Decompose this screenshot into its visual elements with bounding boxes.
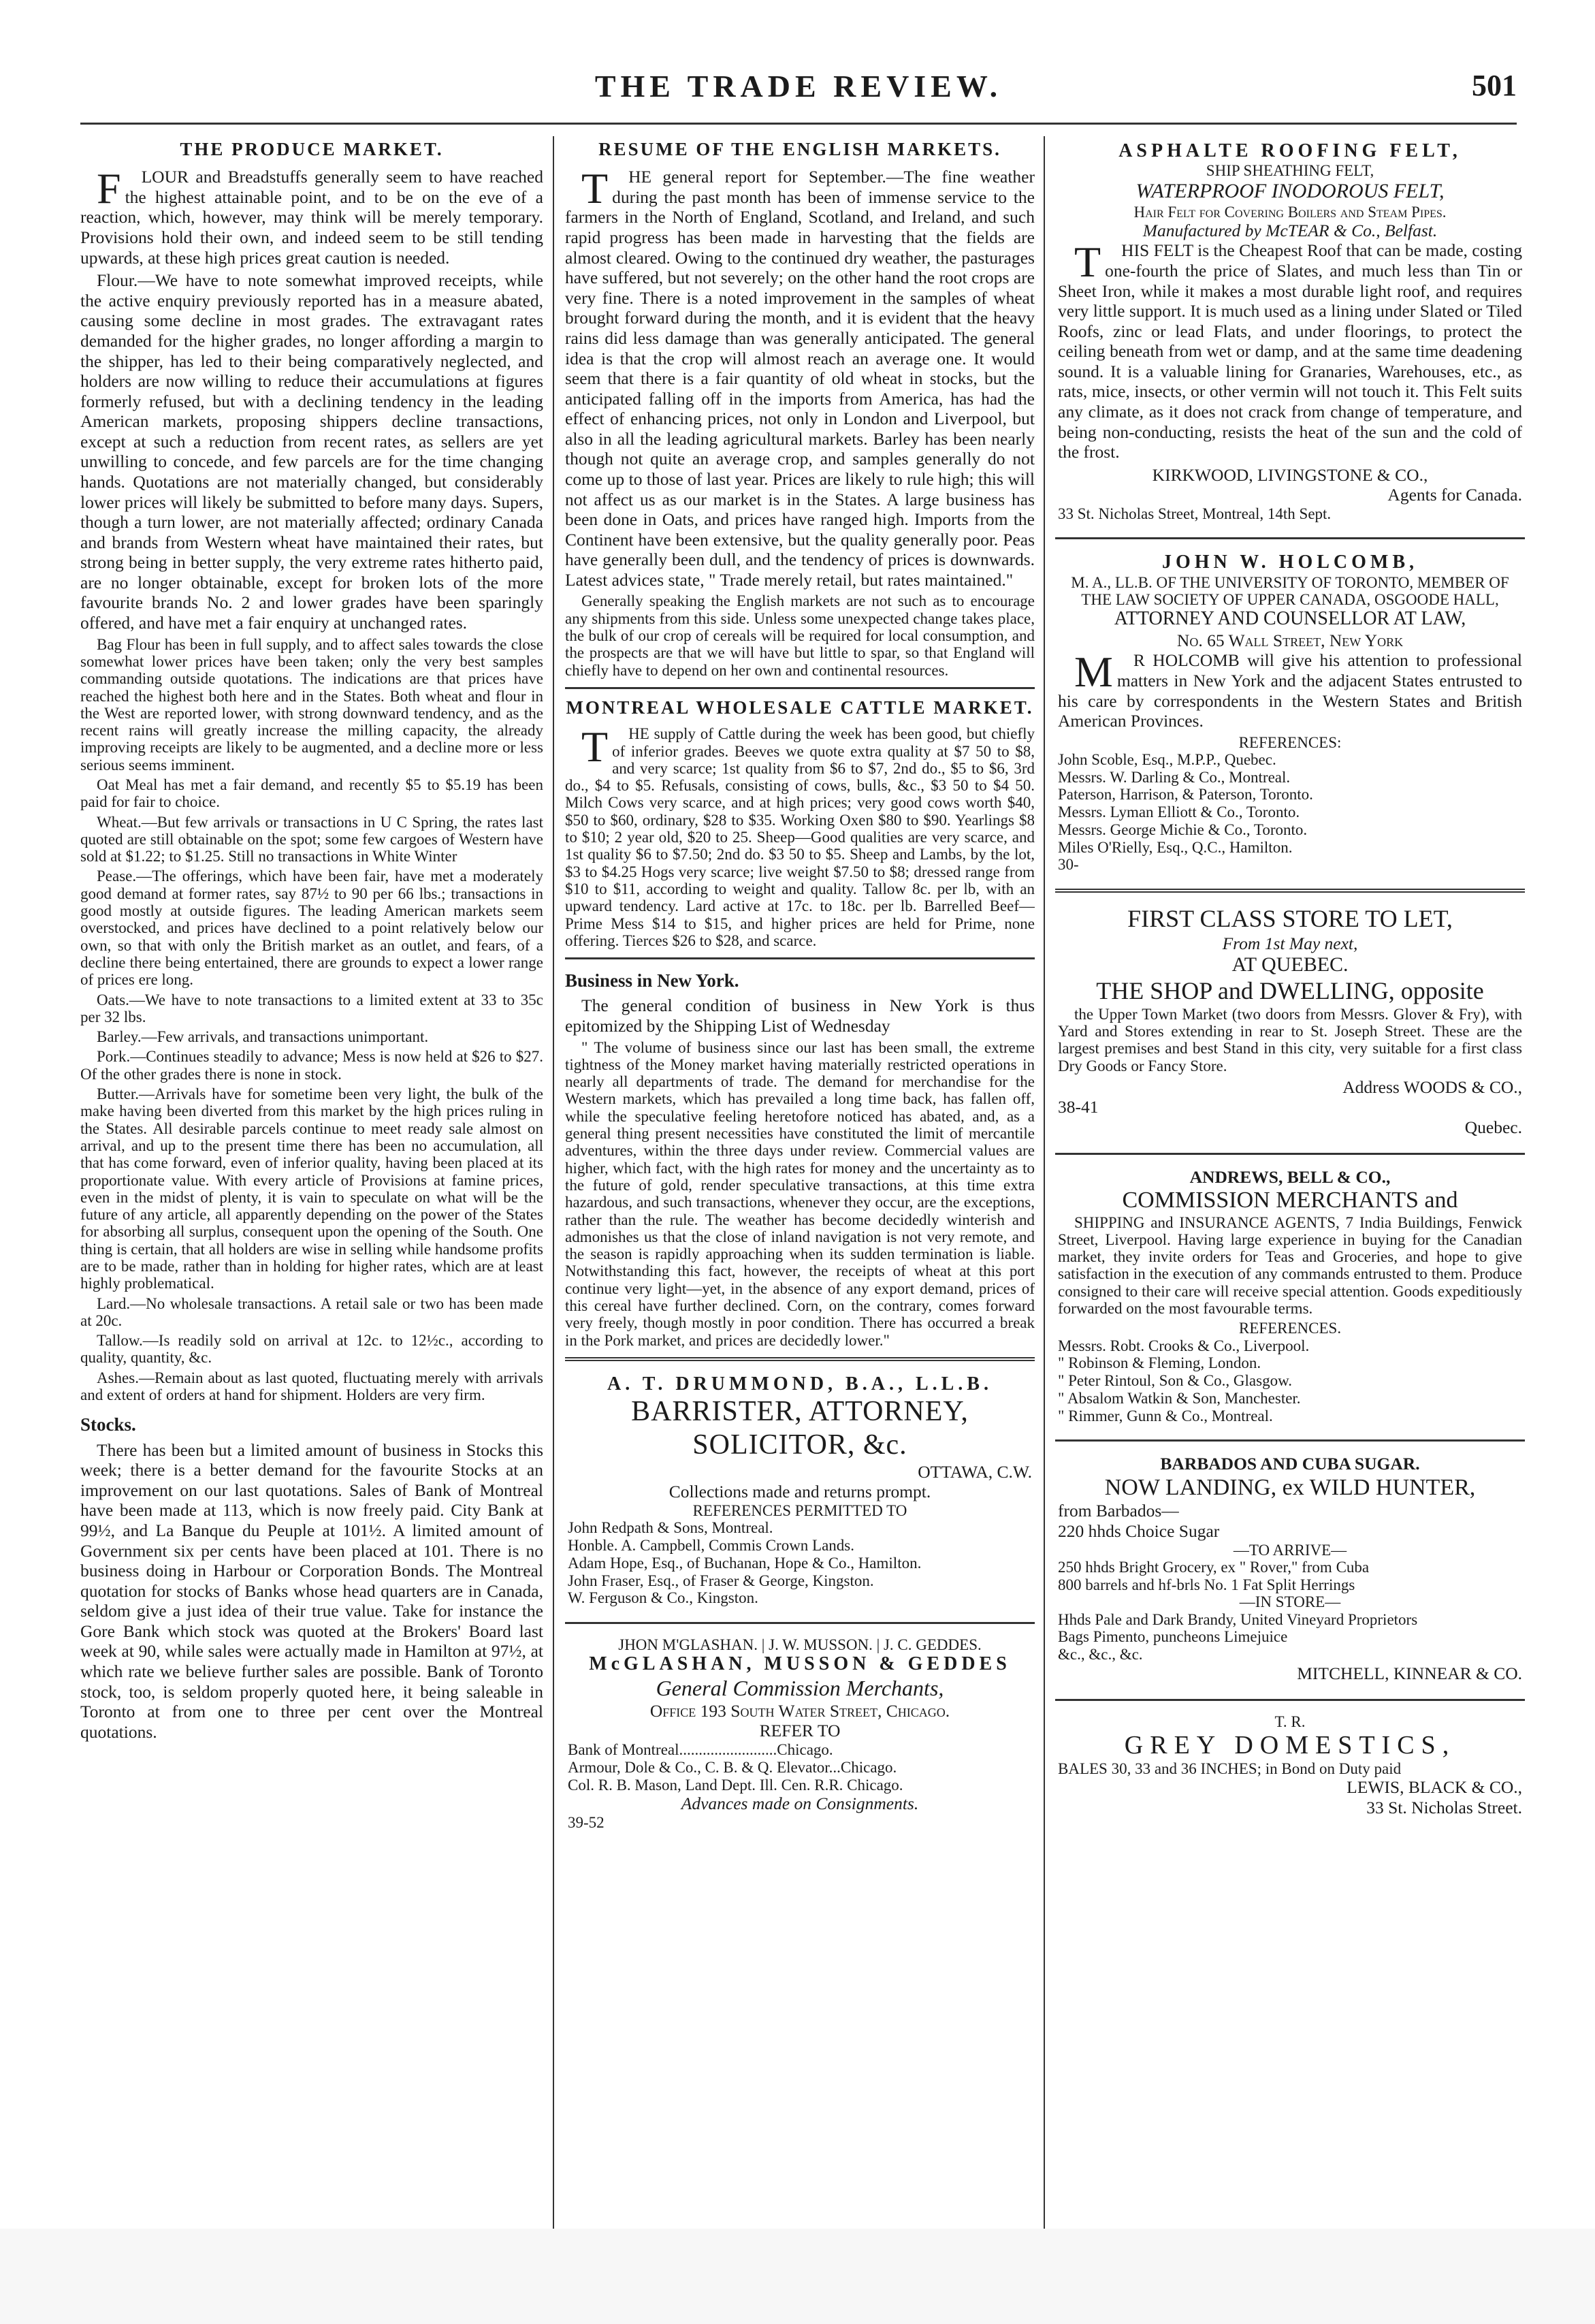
felt-address: 33 St. Nicholas Street, Montreal, 14th Sept. — [1058, 505, 1332, 522]
sugar-from: from Barbados— — [1058, 1501, 1179, 1521]
oat-meal-paragraph: Oat Meal has met a fair demand, and recently $5 to $5.19 has been paid for fair to choice. — [80, 776, 543, 811]
cattle-market-heading: MONTREAL WHOLESALE CATTLE MARKET. — [566, 697, 1034, 718]
felt-sub-waterproof: WATERPROOF INODOROUS FELT, — [1135, 179, 1445, 202]
flour-paragraph: Flour.—We have to note somewhat improved receipts, while the active enquiry previously reported has in a measure abated, causing some decline in most grades. The extravagant rates demanded for the higher grades, no longer affording a margin to the shipper, has led to their being comparatively neglected, and holders are now willing to reduce their accumulations at figures formerly refused, but with a declining tendency in the leading American markets, proposing shippers decline transactions, except at such a reduction from recent rates, as sellers are yet unwilling to concede, and few parcels are for the time changing hands. Quotations are not materially changed, but considerably lower prices will likely be submitted to before many days. Supers, though a turn lower, are not materially affected; ordinary Canada and brands from Western wheat have maintained their rates, but strong being in better supply, the very extreme rates hitherto paid, are no longer obtainable, except for broken lots of the more favourite brands No. 2 and lower grades have been sparingly offered, and have met a fair enquiry at unchanged rates. — [80, 270, 543, 633]
oats-paragraph: Oats.—We have to note transactions to a limited extent at 33 to 35c per 32 lbs. — [80, 991, 543, 1025]
english-markets-paragraph-2: Generally speaking the English markets are not such as to encourage any shipments from this side. Unless some unexpected change takes place, the bulk of our crop of cereals will be required for local consumption, and the prospects are that we will have but little to spar, so that England will chiefly have to depend on her own and continental resources. — [565, 592, 1035, 679]
ad-divider — [1055, 1439, 1525, 1442]
mcglashan-ad — [565, 1632, 1035, 1838]
andrews-bell-references: Messrs. Robt. Crooks & Co., Liverpool. " Robinson & Fleming, London. " Peter Rintoul, Son & Co., Glasgow. " Absalom Watkin & Son, Manchester. " Rimmer, Gunn & Co., Montreal. — [1058, 1337, 1310, 1424]
andrews-bell-references-heading: REFERENCES. — [1238, 1320, 1342, 1337]
mcglashan-references: Bank of Montreal.........................Chicago. Armour, Dole & Co., C. B. & Q. Elevator...Chicago. Col. R. B. Mason, Land Dept. Ill. Cen. R.R. Chicago. — [568, 1741, 903, 1794]
english-markets-heading: RESUME OF THE ENGLISH MARKETS. — [598, 139, 1001, 159]
column-advertisements — [1055, 136, 1525, 2233]
bag-flour-paragraph: Bag Flour has been in full supply, and to affect sales towards the close somewhat lower prices have been taken; only the very best samples commanding outside quotations. The indications are that prices have reached the highest both here and in the States. Both wheat and flour in the West are reported lower, with strong downward tendency, and as the recent rains will greatly increase the milling capacity, the already improving receipts are likely to be augmented, and a decline more or less serious seems imminent. — [80, 635, 543, 774]
drummond-references: John Redpath & Sons, Montreal. Honble. A. Campbell, Commis Crown Lands. Adam Hope, Esq., of Buchanan, Hope & Co., Hamilton. John Fraser, Esq., of Fraser & George, Kingston. W. Ferguson & Co., Kingston. — [568, 1519, 922, 1607]
felt-manufacturer: Manufactured by McTEAR & Co., Belfast. — [1142, 220, 1438, 240]
sugar-store-items: Hhds Pale and Dark Brandy, United Vineyard Proprietors Bags Pimento, puncheons Limejuice &c., &c., &c. — [1058, 1610, 1418, 1664]
column-divider-2 — [1044, 136, 1045, 2233]
stocks-heading: Stocks. — [80, 1414, 136, 1435]
ad-divider — [1055, 1699, 1525, 1701]
ad-divider — [565, 1622, 1035, 1624]
store-ad — [1055, 901, 1525, 1145]
section-divider — [565, 957, 1035, 959]
tallow-paragraph: Tallow.—Is readily sold on arrival at 12c. to 12½c., according to quality, quantity, &c. — [80, 1332, 543, 1367]
sugar-in-store: —IN STORE— — [1239, 1593, 1341, 1611]
mcglashan-refer-heading: REFER TO — [759, 1721, 841, 1741]
produce-market-heading: THE PRODUCE MARKET. — [180, 139, 444, 159]
drummond-collections: Collections made and returns prompt. — [668, 1482, 931, 1502]
lard-paragraph: Lard.—No wholesale transactions. A retail sale or two has been made at 20c. — [80, 1294, 543, 1329]
sugar-heading: BARBADOS AND CUBA SUGAR. — [1160, 1454, 1420, 1474]
sugar-arrive-items: 250 hhds Bright Grocery, ex " Rover," from Cuba 800 barrels and hf-brls No. 1 Fat Split Herrings — [1058, 1558, 1370, 1593]
new-york-intro: The general condition of business in New York is thus epitomized by the Shipping List of Wednesday — [565, 996, 1035, 1036]
holcomb-body: MR HOLCOMB will give his attention to professional matters in New York and the adjacent States entrusted to his care by correspondents in the Western States and British American Provinces. — [1058, 648, 1522, 731]
andrews-bell-body: SHIPPING and INSURANCE AGENTS, 7 India Buildings, Fenwick Street, Liverpool. Having large experience in buying for the Canadian market, they invite orders for Teas and Groceries, and hope to give satisfaction in the execution of any commands entrusted to them. Produce consigned to their care will receive special attention. Goods expeditiously forwarded on the most favourable terms. — [1058, 1213, 1522, 1318]
store-city: AT QUEBEC. — [1231, 953, 1349, 976]
mcglashan-firm: McGLASHAN, MUSSON & GEDDES — [589, 1653, 1011, 1675]
barley-paragraph: Barley.—Few arrivals, and transactions unimportant. — [97, 1028, 429, 1046]
pork-paragraph: Pork.—Continues steadily to advance; Mess is now held at $26 to $27. Of the other grades there is none in stock. — [80, 1048, 543, 1083]
grey-domestics-ad — [1055, 1709, 1525, 1825]
ad-divider — [1055, 537, 1525, 539]
header-rule — [80, 123, 1517, 125]
andrews-bell-ad — [1055, 1163, 1525, 1432]
mcglashan-subtitle: General Commission Merchants, — [656, 1675, 944, 1700]
sugar-ad — [1055, 1450, 1525, 1690]
holcomb-title: ATTORNEY AND COUNSELLOR AT LAW, — [1114, 608, 1466, 630]
english-markets-paragraph: THE general report for September.—The fine weather during the past month has been of immense service to the farmers in the North of England, Scotland, and Ireland, and such rapid progress has been made in harvesting that the fields are almost cleared. Owing to the continued dry weather, the pasturages have suffered, but not severely; on the other hand the root crops are very fine. There is a noted improvement in the samples of wheat brought forward during the month, and it is evident that the heavy rains did less damage than was generally anticipated. The general idea is that the crop will almost reach an average one. It would seem that there is a fair quantity of old wheat in stocks, but the anticipated falling off in the imports from America, has had the effect of enhancing prices, not only in London and Liverpool, but also in all the leading agricultural markets. Barley has been nearly though not quite an average crop, and samples generally do not come up to those of last year. Prices are likely to rule high; this will not affect us as our market is in the States. A large business has been done in Oats, and prices have ranged high. Imports from the Continent have been extensive, but the quality generally poor. Peas have generally been dull, and the tendency of prices is downwards. Latest advices state, " Trade merely retail, but rates maintained." — [565, 164, 1035, 590]
drummond-references-heading: REFERENCES PERMITTED TO — [692, 1501, 907, 1519]
store-city-sign: Quebec. — [1464, 1117, 1522, 1137]
store-title: THE SHOP and DWELLING, opposite — [1096, 976, 1484, 1004]
mcglashan-advances: Advances made on Consignments. — [681, 1794, 919, 1814]
felt-sub-hair: Hair Felt for Covering Boilers and Steam Pipes. — [1133, 203, 1447, 221]
felt-agents: KIRKWOOD, LIVINGSTONE & CO., — [1152, 464, 1428, 485]
butter-paragraph: Butter.—Arrivals have for sometime been very light, the bulk of the make having been diverted from this market by the high prices ruling in the States. All desirable parcels continue to meet ready sale almost on arrival, and up to the present time there has been no accumulation, all that has come forward, even of inferior quality, having been placed at its proportionate value. With every article of Provisions at famine prices, even in the midst of plenty, it is vain to speculate on what will be the future of any article, all apparently depending on the power of the States for absorbing all surplus, consequent upon the opening of the South. One thing is certain, that all holders are wise in selling while handsome profits are to be made, rather than in holding for higher rates, which are at least highly problematical. — [80, 1085, 543, 1292]
grey-domestics-signature: LEWIS, BLACK & CO., — [1347, 1777, 1522, 1798]
store-heading: FIRST CLASS STORE TO LET, — [1127, 904, 1453, 932]
felt-heading: ASPHALTE ROOFING FELT, — [1118, 140, 1462, 161]
felt-sub-ship: SHIP SHEATHING FELT, — [1206, 162, 1374, 180]
ad-divider — [565, 1357, 1035, 1361]
new-york-quote: " The volume of business since our last has been small, the extreme tightness of the Money market having materially restricted operations in nearly all departments of trade. The demand for merchandise for the Western markets, which has prevailed a long time back, has fallen off, while the speculative feeling heretofore noticed has abated, and, as a general thing present necessities have constituted the limit of mercantile adventures, within the three days under review. Commercial values are higher, which fact, with the high rates for money and the uncertainty as to the future of gold, render speculative transactions, at this time extra hazardous, and such transactions, whenever they occur, are the exceptions, rather than the rule. The weather has become decidedly winterish and admonishes us that the close of inland navigation is not very remote, and the season is rapidly approaching when its sudden termination is liable. Notwithstanding this fact, however, the receipts of wheat at this port continue very light—yet, in the absence of any export demand, prices of this cereal have further declined. Corn, on the contrary, comes forward very freely, though mostly in poor condition. There has occurred a break in the Pork market, and prices are decidedly lower." — [565, 1038, 1035, 1349]
store-body: the Upper Town Market (two doors from Messrs. Glover & Fry), with Yard and Stores extending in rear to St. Joseph Street. These are the largest premises and best Stand in this city, very suitable for a first class Dry Goods or Fancy Store. — [1058, 1005, 1522, 1075]
column-divider-1 — [553, 136, 554, 2233]
column-markets — [565, 136, 1035, 2233]
drummond-title: BARRISTER, ATTORNEY, SOLICITOR, &c. — [631, 1396, 969, 1461]
drummond-city: OTTAWA, C.W. — [918, 1461, 1032, 1482]
masthead-title: THE TRADE REVIEW. — [594, 69, 1003, 104]
andrews-bell-firm: ANDREWS, BELL & CO., — [1189, 1166, 1391, 1187]
mcglashan-partners: JHON M'GLASHAN. | J. W. MUSSON. | J. C. GEDDES. — [618, 1636, 982, 1654]
holcomb-references: John Scoble, Esq., M.P.P., Quebec. Messrs. W. Darling & Co., Montreal. Paterson, Harrison, & Paterson, Toronto. Messrs. Lyman Elliott & Co., Toronto. Messrs. George Michie & Co., Toronto. Miles O'Rielly, Esq., Q.C., Hamilton. — [1058, 750, 1313, 856]
ad-divider — [1055, 1153, 1525, 1155]
sugar-title: NOW LANDING, ex WILD HUNTER, — [1104, 1474, 1476, 1500]
pease-paragraph: Pease.—The offerings, which have been fair, have met a moderately good demand at former rates, say 87½ to 90 per 66 lbs.; transactions in good mostly at outside figures. The leading American markets seem overstocked, and prices have declined to a point relatively below our own, so that with only the British market as an outlet, and fears, of a decline there being entertained, there are grounds to expect a lower range of prices ere long. — [80, 867, 543, 989]
mcglashan-ad-number: 39-52 — [568, 1813, 605, 1831]
cattle-market-paragraph: THE supply of Cattle during the week has been good, but chiefly of inferior grades. Beeves we quote extra quality at $7 50 to $8, and very scarce; 1st quality from $6 to $7, 2nd do., $5 to $6, 3rd do., $4 to $5. Refusals, consisting of cows, bulls, &c., $3 50 to $4 50. Milch Cows very scarce, and at high prices; very good cows worth $40, $50 to $60, ordinary, $28 to $35. Working Oxen $80 to $90. Yearlings $8 to $10; 2 year old, $20 to 25. Sheep—Good qualities are very scarce, and 1st quality $6 to $7.50; 2nd do. $3 50 to $5. Sheep and Lambs, by the lot, $3 to $4.25 Hogs very scarce; live weight $7.50 to $8; dressed range from $10 to $11, according to weight and quality. Tallow 8c. per lb, with an upward tendency. Lard active at 17c. to 18c. per lb. Barrelled Beef—Prime Mess $14 to $15, and higher prices are held for Prime, none offering. Tierces $26 to $28, and scarce. — [565, 722, 1035, 949]
holcomb-references-heading: REFERENCES: — [1238, 733, 1342, 751]
grey-domestics-heading: GREY DOMESTICS, — [1124, 1730, 1456, 1760]
holcomb-ad — [1055, 547, 1525, 880]
new-york-heading: Business in New York. — [565, 970, 739, 991]
column-produce — [80, 136, 543, 2233]
mcglashan-office: Office 193 South Water Street, Chicago. — [649, 1700, 950, 1721]
felt-agents-label: Agents for Canada. — [1387, 485, 1522, 505]
sugar-signature: MITCHELL, KINNEAR & CO. — [1297, 1663, 1522, 1683]
drummond-ad — [565, 1369, 1035, 1614]
holcomb-address: No. 65 Wall Street, New York — [1176, 630, 1404, 650]
sugar-to-arrive: —TO ARRIVE— — [1233, 1541, 1347, 1559]
felt-ad — [1055, 136, 1525, 529]
grey-domestics-body: BALES 30, 33 and 36 INCHES; in Bond on Duty paid — [1058, 1760, 1402, 1777]
grey-domestics-address: 33 St. Nicholas Street. — [1366, 1797, 1522, 1817]
sugar-hhds: 220 hhds Choice Sugar — [1058, 1521, 1220, 1541]
page-bottom-margin — [0, 2229, 1595, 2324]
section-divider — [565, 687, 1035, 689]
felt-body: THIS FELT is the Cheapest Roof that can be made, costing one-fourth the price of Slates, and much less than Tin or Sheet Iron, while it makes a most durable light roof, and requires very little support. It is much used as a lining under Slated or Tiled Roofs, zinc or lead Flats, and under floorings, to protect the ceiling beneath from wet or damp, and at the same time deadening sound. It is a valuable lining for Granaries, Warehouses, etc., as rats, mice, insects, or other vermin will not touch it. This Felt suits any climate, as it does not crack from change of temperature, and being non-conducting, resists the heat of the sun and the cold of the frost. — [1058, 238, 1522, 462]
holcomb-name: JOHN W. HOLCOMB, — [1161, 552, 1419, 573]
produce-intro: FLOUR and Breadstuffs generally seem to have reached the highest attainable point, and to be on the eve of a reaction, which, however, may think will be merely temporary. Provisions hold their own, and indeed seem to be still tending upwards, at these high prices great caution is needed. — [80, 164, 543, 268]
wheat-paragraph: Wheat.—But few arrivals or transactions in U C Spring, the rates last quoted are still obtainable on the spot; some few cargoes of Western have sold at $1.22; to $1.25. Still no transactions in White Winter — [80, 813, 543, 865]
grey-domestics-tag: T. R. — [1274, 1713, 1306, 1730]
stocks-paragraph: There has been but a limited amount of business in Stocks this week; there is a better demand for the favourite Stocks at an improvement on our last quotations. Sales of Bank of Montreal have been made at 113, which is now freely paid. City Bank at 99½, and La Banque du Peuple at 101½. A limited amount of Government six per cents have been placed at 101. There is no business doing in Harbour or Corporation Bonds. The Montreal quotation for stocks of Banks whose head quarters are in Canada, seldom give a just idea of their true value. Take for instance the Gore Bank which stock was quoted at the Brokers' Board last week at 90, while sales were actually made in Hamilton at 97½, at which rate we believe further sales are possible. Bank of Toronto stock, too, is seldom properly quoted here, it being saleable in Toronto at from one to three per cent over the Montreal quotations. — [80, 1439, 543, 1742]
store-ad-number: 38-41 — [1058, 1097, 1099, 1117]
page-header — [80, 68, 1517, 121]
drummond-name: A. T. DRUMMOND, B.A., L.L.B. — [607, 1373, 993, 1395]
page-number: 501 — [1472, 69, 1517, 102]
andrews-bell-title: COMMISSION MERCHANTS and — [1122, 1188, 1458, 1213]
ad-divider — [1055, 889, 1525, 893]
holcomb-credentials: M. A., LL.B. OF THE UNIVERSITY OF TORONTO, MEMBER OF THE LAW SOCIETY OF UPPER CANADA, OSGOODE HALL, — [1071, 573, 1509, 609]
store-address: Address WOODS & CO., — [1342, 1077, 1522, 1097]
store-from: From 1st May next, — [1222, 933, 1358, 953]
ashes-paragraph: Ashes.—Remain about as last quoted, fluctuating merely with arrivals and extent of orders at hand for shipment. Holders are very firm. — [80, 1369, 543, 1404]
holcomb-ad-number: 30- — [1058, 856, 1079, 874]
